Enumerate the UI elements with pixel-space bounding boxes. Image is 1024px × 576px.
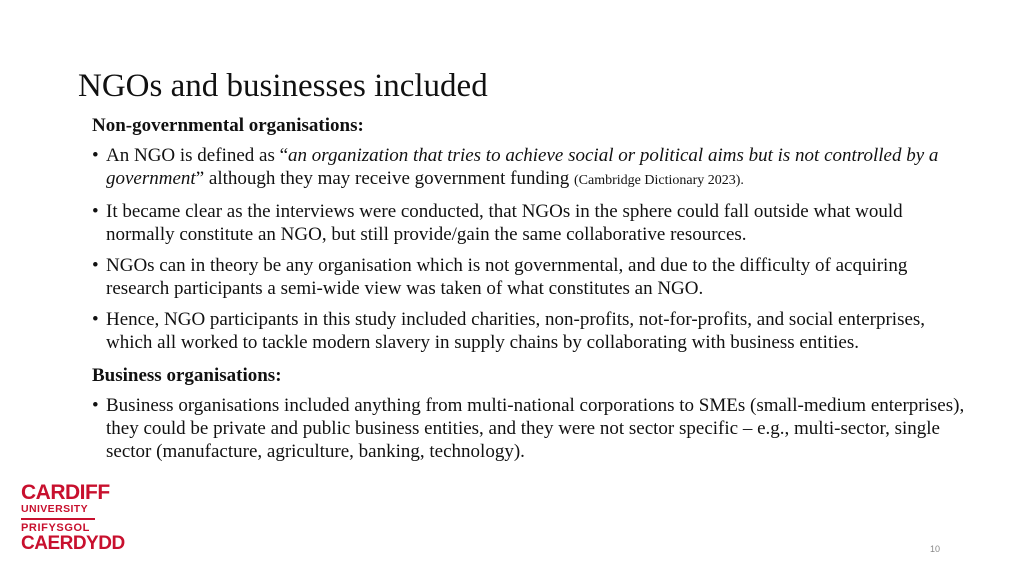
logo-divider xyxy=(21,518,95,520)
section-heading-ngos: Non-governmental organisations: xyxy=(92,115,364,136)
bullet-item-business-organisations: • Business organisations included anything from multi-national corporations to SMEs (small-medium enterprises), they could be private and public business entities, and they were not sector specific – e.g., multi-sector, single sector (manufacture, agriculture, banking, technology). xyxy=(92,394,972,463)
citation: (Cambridge Dictionary 2023). xyxy=(574,173,744,188)
bullet-item-ngo-definition xyxy=(92,144,972,192)
section-heading-business: Business organisations: xyxy=(92,365,282,386)
logo-line-3: PRIFYSGOL xyxy=(21,522,90,534)
logo-line-1: CARDIFF xyxy=(21,481,110,504)
definition-quote: an organization that tries to achieve social or political aims but is not controlled by a government xyxy=(106,145,939,189)
ngo-bullet-list xyxy=(92,144,972,354)
slide-content xyxy=(92,112,972,471)
bullet-text: An NGO is defined as “ xyxy=(106,145,289,166)
bullet-item-interviews: • It became clear as the interviews were conducted, that NGOs in the sphere could fall outside what would normally constitute an NGO, but still provide/gain the same collaborative resources. xyxy=(92,200,972,246)
bullet-item-participants: • Hence, NGO participants in this study included charities, non-profits, not-for-profits, and social enterprises, which all worked to tackle modern slavery in supply chains by collaborating with business entities. xyxy=(92,308,972,354)
bullet-item-theory: • NGOs can in theory be any organisation which is not governmental, and due to the difficulty of acquiring research participants a semi-wide view was taken of what constitutes an NGO. xyxy=(92,254,972,300)
logo-line-2: UNIVERSITY xyxy=(21,503,89,515)
slide-title: NGOs and businesses included xyxy=(78,68,488,104)
cardiff-university-logo xyxy=(21,481,125,556)
logo-line-4: CAERDYDD xyxy=(21,533,125,554)
page-number: 10 xyxy=(930,544,941,554)
business-bullet-list xyxy=(92,394,972,463)
bullet-text: ” although they may receive government funding xyxy=(195,168,574,189)
